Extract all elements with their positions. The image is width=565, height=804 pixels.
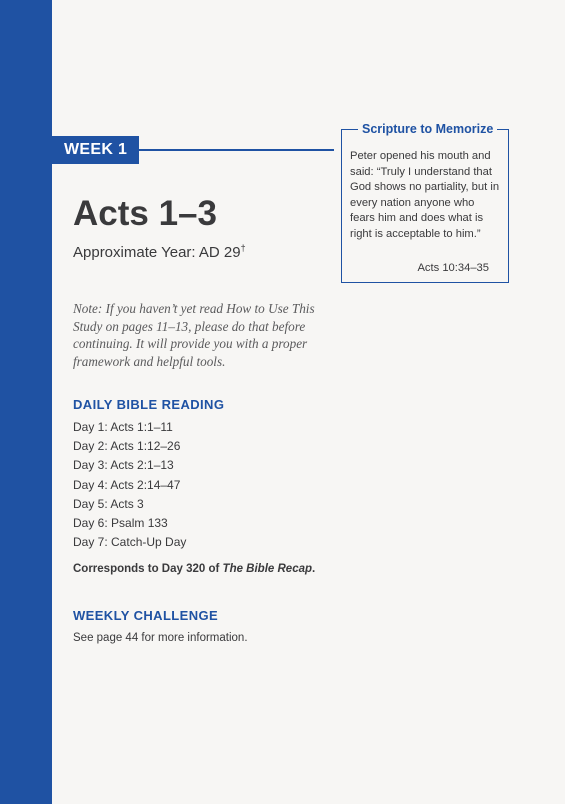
bible-recap-title: The Bible Recap: [222, 563, 313, 575]
weekly-challenge-text: See page 44 for more information.: [73, 632, 248, 644]
corresponds-suffix: .: [312, 563, 316, 575]
reading-day-1: Day 1: Acts 1:1–11: [73, 420, 173, 434]
page-title: Acts 1–3: [73, 194, 217, 233]
reading-list: [73, 418, 186, 552]
approximate-year: [73, 243, 246, 261]
scripture-memorize-text: Peter opened his mouth and said: “Truly I understand that God shows no partiality, but in every nation anyone who fears him and does what is right is acceptable to him.”: [350, 150, 500, 240]
corresponds-line: [73, 563, 315, 575]
reading-day-6: Day 6: Psalm 133: [73, 516, 168, 531]
scripture-memorize-title: Scripture to Memorize: [358, 120, 497, 138]
reading-day-4: Day 4: Acts 2:14–47: [73, 477, 181, 492]
week-label: WEEK 1: [52, 136, 139, 164]
reading-day-2: Day 2: Acts 1:12–26: [73, 439, 181, 454]
blue-sidebar: [0, 0, 52, 804]
reading-day-3: Day 3: Acts 2:1–13: [73, 458, 174, 473]
reading-day-5: Day 5: Acts 3: [73, 496, 144, 511]
daily-reading-heading: DAILY BIBLE READING: [73, 397, 225, 412]
week-divider: [139, 149, 334, 151]
study-note: Note: If you haven’t yet read How to Use This Study on pages 11–13, please do that before continuing. It will provide you with a proper framework and helpful tools.: [73, 301, 315, 369]
weekly-challenge-heading: WEEKLY CHALLENGE: [73, 608, 219, 623]
reading-day-7: Day 7: Catch-Up Day: [73, 535, 187, 550]
approximate-year-text: Approximate Year: AD 29: [73, 244, 241, 261]
corresponds-prefix: Corresponds to Day 320 of: [73, 563, 223, 575]
dagger-mark: †: [240, 243, 246, 253]
scripture-reference: Acts 10:34–35: [417, 262, 489, 274]
